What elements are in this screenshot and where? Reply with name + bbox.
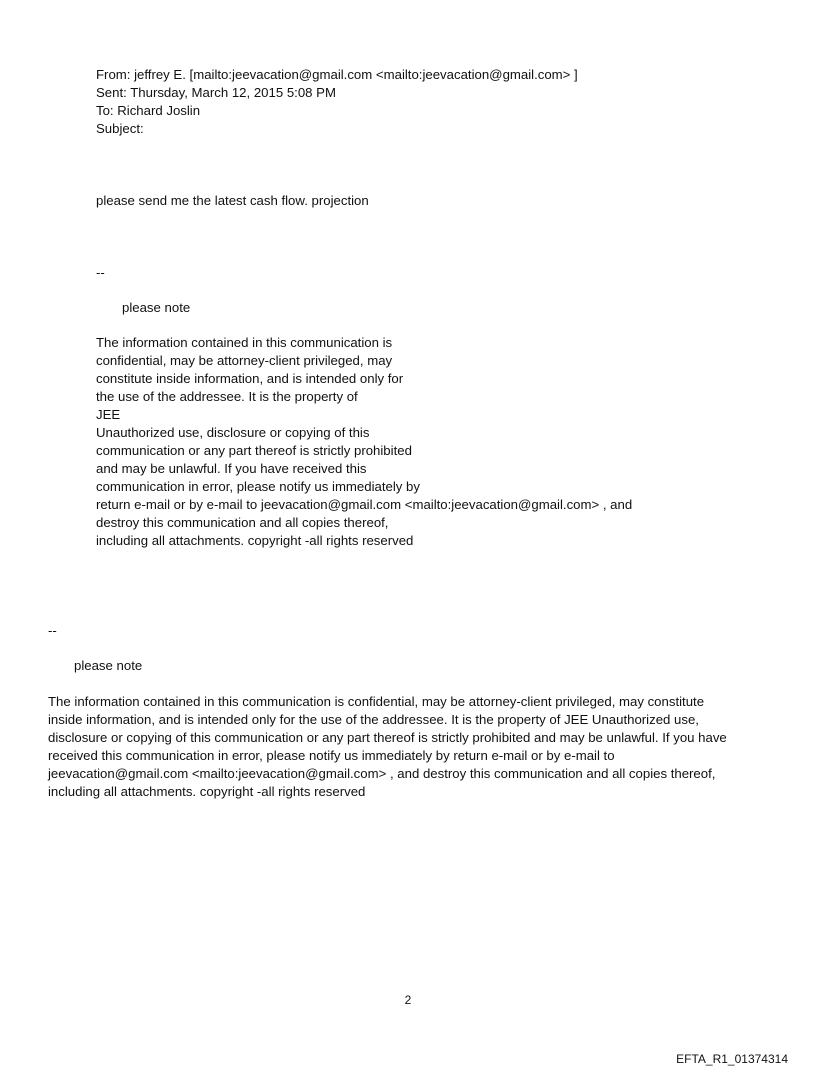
email-body: please send me the latest cash flow. projection	[96, 193, 369, 208]
header-from: From: jeffrey E. [mailto:jeevacation@gmail.com <mailto:jeevacation@gmail.com> ]	[96, 67, 578, 82]
signature-note-label: please note	[74, 658, 143, 673]
signature-line: The information contained in this communication is	[96, 335, 393, 350]
signature-line: constitute inside information, and is intended only for	[96, 371, 404, 386]
signature-line: and may be unlawful. If you have received this	[96, 461, 367, 476]
header-to: To: Richard Joslin	[96, 103, 201, 118]
signature-line: destroy this communication and all copies thereof,	[96, 515, 389, 530]
signature-line: communication in error, please notify us immediately by	[96, 479, 420, 494]
page-number: 2	[404, 993, 412, 1007]
signature-line: jeevacation@gmail.com <mailto:jeevacation@gmail.com> , and destroy this communication and all copies thereof,	[48, 766, 716, 781]
signature-line: disclosure or copying of this communication or any part thereof is strictly prohibited and may be unlawful. If you have	[48, 730, 727, 745]
signature-line: received this communication in error, please notify us immediately by return e-mail or by e-mail to	[48, 748, 615, 763]
signature-line: JEE	[96, 407, 121, 422]
signature-line: including all attachments. copyright -all rights reserved	[96, 533, 414, 548]
signature-line: inside information, and is intended only for the use of the addressee. It is the property of JEE Unauthorized use,	[48, 712, 699, 727]
signature-line: Unauthorized use, disclosure or copying of this	[96, 425, 370, 440]
signature-dashes: --	[48, 623, 57, 638]
header-sent: Sent: Thursday, March 12, 2015 5:08 PM	[96, 85, 336, 100]
signature-line: confidential, may be attorney-client privileged, may	[96, 353, 393, 368]
signature-line: return e-mail or by e-mail to jeevacation@gmail.com <mailto:jeevacation@gmail.com> , and	[96, 497, 633, 512]
bates-stamp: EFTA_R1_01374314	[676, 1052, 788, 1066]
header-subject: Subject:	[96, 121, 144, 136]
signature-dashes: --	[96, 265, 105, 280]
signature-note-label: please note	[122, 300, 191, 315]
signature-line: The information contained in this communication is confidential, may be attorney-client privileged, may constitute	[48, 694, 705, 709]
signature-line: communication or any part thereof is strictly prohibited	[96, 443, 412, 458]
signature-line: the use of the addressee. It is the property of	[96, 389, 358, 404]
signature-line: including all attachments. copyright -all rights reserved	[48, 784, 366, 799]
